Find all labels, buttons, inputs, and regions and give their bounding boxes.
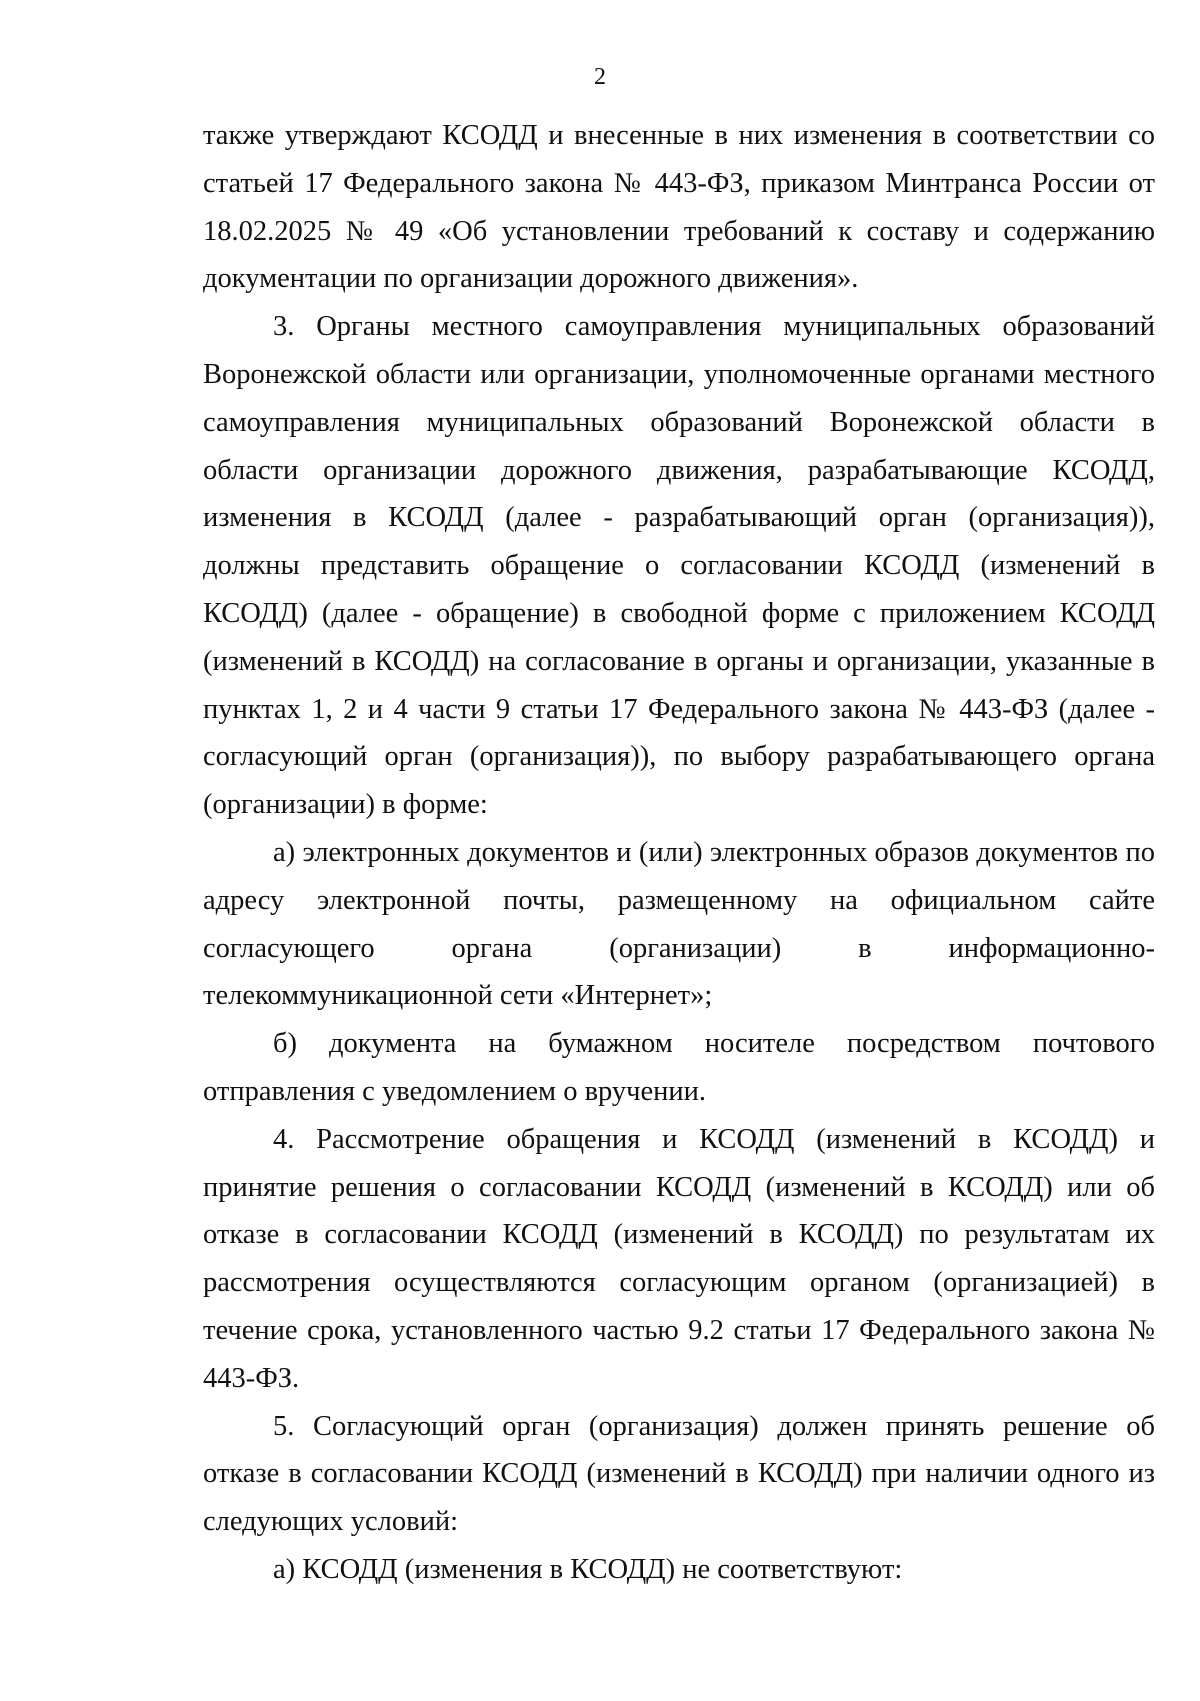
paragraph-subitem-a: а) электронных документов и (или) электронных образов документов по адресу электронной почты, размещенному на официальном сайте согласующего органа (организации) в информационно-телекоммуникационной сети «Интернет»; [203,836,1155,1012]
paragraph-subitem-b: б) документа на бумажном носителе посредством почтового отправления с уведомлением о вручении. [203,1028,1155,1107]
paragraph-continuation: также утверждают КСОДД и внесенные в них изменения в соответствии со статьей 17 Федерального закона № 443-ФЗ, приказом Минтранса России от 18.02.2025 № 49 «Об установлении требований к составу и содержанию документации по организации дорожного движения». [203,120,1155,295]
paragraph-item-5: 5. Согласующий орган (организация) должен принять решение об отказе в согласовании КСОДД (изменений в КСОДД) при наличии одного из следующих условий: [203,1410,1155,1538]
paragraph-item-4: 4. Рассмотрение обращения и КСОДД (изменений в КСОДД) и принятие решения о согласовании КСОДД (изменений в КСОДД) или об отказе в согласовании КСОДД (изменений в КСОДД) по результатам их рассмотрения осуществляются согласующим органом (организацией) в течение срока, установленного частью 9.2 статьи 17 Федерального закона № 443-ФЗ. [203,1123,1155,1394]
paragraph-item-3: 3. Органы местного самоуправления муниципальных образований Воронежской области или организации, уполномоченные органами местного самоуправления муниципальных образований Воронежской области в области организации дорожного движения, разрабатывающие КСОДД, изменения в КСОДД (далее - разрабатывающий орган (организация)), должны представить обращение о согласовании КСОДД (изменений в КСОДД) (далее - обращение) в свободной форме с приложением КСОДД (изменений в КСОДД) на согласование в органы и организации, указанные в пунктах 1, 2 и 4 части 9 статьи 17 Федерального закона № 443-ФЗ (далее - согласующий орган (организация)), по выбору разрабатывающего органа (организации) в форме: [203,311,1155,821]
paragraph-item-5-subitem-a: а) КСОДД (изменения в КСОДД) не соответствуют: [273,1553,903,1585]
page-number: 2 [594,64,606,90]
document-body [203,112,1155,1594]
